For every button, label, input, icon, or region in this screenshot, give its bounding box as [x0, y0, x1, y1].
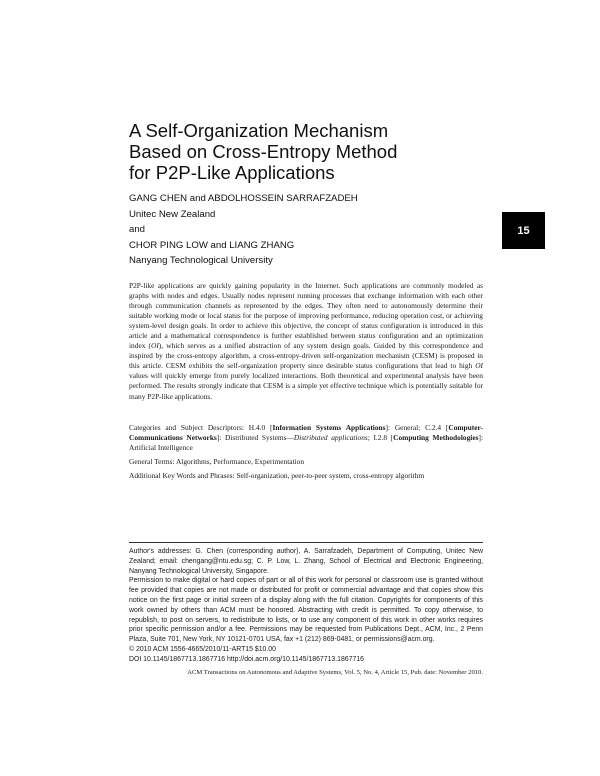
title-line: Based on Cross-Entropy Method	[129, 141, 398, 162]
title-line: A Self-Organization Mechanism	[129, 120, 389, 141]
categories: Categories and Subject Descriptors: H.4.0 [Information Systems Applications]: General; C.2.4 [Computer-Communications Networks]: Distributed Systems—Distributed applications; I.2.8 [Computing Methodologies]: Artificial Intelligence	[129, 423, 483, 453]
abstract	[129, 281, 483, 402]
author-names: GANG CHEN and ABDOLHOSSEIN SARRAFZADEH	[129, 193, 358, 204]
paper-title	[129, 120, 459, 183]
author-affiliation: Nanyang Technological University	[129, 255, 273, 266]
doi-line: DOI 10.1145/1867713.1867716 http://doi.acm.org/10.1145/1867713.1867716	[129, 655, 364, 663]
general-terms: General Terms: Algorithms, Performance, Experimentation	[129, 457, 305, 467]
journal-footer: ACM Transactions on Autonomous and Adaptive Systems, Vol. 5, No. 4, Article 15, Pub. date: November 2010.	[187, 669, 483, 676]
copyright-line: © 2010 ACM 1556-4665/2010/11-ART15 $10.00	[129, 645, 276, 653]
keywords: Additional Key Words and Phrases: Self-organization, peer-to-peer system, cross-entropy algorithm	[129, 471, 425, 481]
author-affiliation: Unitec New Zealand	[129, 208, 216, 220]
oi-symbol: OI	[475, 361, 483, 371]
abstract-text: P2P-like applications are quickly gaining popularity in the Internet. Such applications are commonly modeled as graphs with nodes and edges. Usually nodes represent running processes that exchange information with each other through communication channels as represented by the edges. They often need to autonomously determine their suitable working mode or local status for the purpose of improving performance, reducing operation cost, or achieving system-level design goals. In order to achieve this objective, the concept of status configuration is introduced in this article and a mathematical correspondence is further established between status configuration and an optimization index (	[129, 281, 483, 351]
author-addresses: Author's addresses: G. Chen (corresponding author), A. Sarrafzadeh, Department of Computing, Unitec New Zealand; email: chengang@ntu.edu.sg; C. P. Low, L. Zhang, School of Electrical and Electronic Engineering, Nanyang Technological University, Singapore.	[129, 548, 483, 575]
abstract-text: values will quickly emerge from purely localized interactions. Both theoretical and experimental analysis have been performed. The results strongly indicate that CESM is a simple yet effective technique which is potentially suitable for many P2P-like applications.	[129, 371, 483, 401]
author-names: CHOR PING LOW and LIANG ZHANG	[129, 239, 295, 251]
article-number-tab: 15	[502, 212, 545, 249]
footnote	[129, 542, 483, 665]
oi-symbol: OI	[150, 341, 159, 351]
permission-notice: Permission to make digital or hard copies of part or all of this work for personal or classroom use is granted without fee provided that copies are not made or distributed for profit or commercial advantage and that copies show this notice on the first page or initial screen of a display along with the full citation. Copyrights for components of this work owned by others than ACM must be honored. Abstracting with credit is permitted. To copy otherwise, to republish, to post on servers, to redistribute to lists, or to use any component of this work in other works requires prior specific permission and/or a fee. Permissions may be requested from Publications Dept., ACM, Inc., 2 Penn Plaza, Suite 701, New York, NY 10121-0701 USA, fax +1 (212) 869-0481, or permissions@acm.org.	[129, 577, 483, 644]
title-line: for P2P-Like Applications	[129, 162, 335, 183]
author-block	[129, 191, 489, 269]
metadata-block	[129, 423, 483, 481]
abstract-text: ), which serves as a unified abstraction of any system design goals. Guided by this correspondence and inspired by the cross-entropy algorithm, a cross-entropy-driven self-organization mechanism (CESM) is proposed in this article. CESM exhibits the self-organization property since desirable status configurations that lead to high	[129, 341, 483, 371]
author-separator: and	[129, 224, 146, 235]
